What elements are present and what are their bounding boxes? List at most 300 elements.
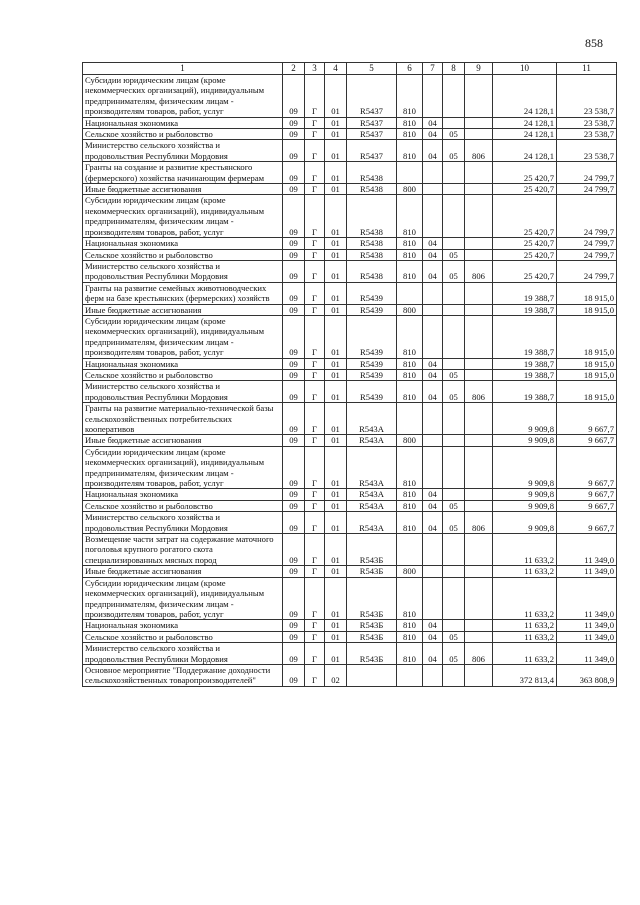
row-value-cell [465, 75, 493, 118]
row-value-cell: 9 909,8 [493, 435, 557, 446]
row-value-cell: 09 [283, 369, 305, 380]
row-value-cell: 05 [443, 129, 465, 140]
row-value-cell: 09 [283, 381, 305, 403]
row-name-cell: Министерство сельского хозяйства и продовольствия Республики Мордовия [83, 512, 283, 534]
row-value-cell [465, 500, 493, 511]
row-value-cell: 09 [283, 315, 305, 358]
row-value-cell: 01 [325, 358, 347, 369]
row-value-cell [465, 195, 493, 238]
row-value-cell: 01 [325, 446, 347, 489]
row-value-cell [443, 620, 465, 631]
row-value-cell: 09 [283, 249, 305, 260]
table-row [83, 403, 617, 435]
row-value-cell: 01 [325, 643, 347, 665]
header-cell: 4 [325, 63, 347, 75]
row-value-cell [423, 435, 443, 446]
row-value-cell: Г [305, 195, 325, 238]
row-value-cell: Г [305, 500, 325, 511]
row-name-cell: Гранты на создание и развитие крестьянского (фермерского) хозяйства начинающим фермерам [83, 162, 283, 184]
table-row [83, 162, 617, 184]
row-value-cell: 9 667,7 [557, 500, 617, 511]
row-value-cell: 23 538,7 [557, 140, 617, 162]
row-value-cell: Г [305, 129, 325, 140]
row-value-cell: 9 909,8 [493, 500, 557, 511]
row-value-cell [443, 534, 465, 566]
row-value-cell: 810 [397, 489, 423, 500]
row-value-cell: 810 [397, 381, 423, 403]
row-value-cell: 01 [325, 260, 347, 282]
row-value-cell: R5438 [347, 249, 397, 260]
row-value-cell [443, 75, 465, 118]
row-value-cell: Г [305, 260, 325, 282]
row-value-cell: 04 [423, 369, 443, 380]
row-value-cell: 23 538,7 [557, 75, 617, 118]
row-value-cell: 810 [397, 577, 423, 620]
row-value-cell: R5437 [347, 117, 397, 128]
row-value-cell: 810 [397, 117, 423, 128]
row-value-cell: 810 [397, 358, 423, 369]
row-value-cell: 09 [283, 129, 305, 140]
header-cell: 6 [397, 63, 423, 75]
row-value-cell: 11 633,2 [493, 577, 557, 620]
row-value-cell: 01 [325, 403, 347, 435]
row-value-cell: 04 [423, 249, 443, 260]
row-value-cell: R5437 [347, 75, 397, 118]
row-value-cell: 18 915,0 [557, 315, 617, 358]
table-row [83, 381, 617, 403]
row-value-cell: 372 813,4 [493, 664, 557, 686]
row-value-cell: 09 [283, 403, 305, 435]
row-value-cell [397, 162, 423, 184]
row-value-cell: 9 909,8 [493, 489, 557, 500]
row-value-cell [443, 664, 465, 686]
row-value-cell: 09 [283, 643, 305, 665]
row-value-cell: 01 [325, 195, 347, 238]
row-value-cell: 09 [283, 260, 305, 282]
row-value-cell: 04 [423, 512, 443, 534]
row-value-cell: 9 667,7 [557, 489, 617, 500]
row-value-cell [397, 403, 423, 435]
row-value-cell: 810 [397, 500, 423, 511]
row-value-cell [465, 162, 493, 184]
row-value-cell: 810 [397, 75, 423, 118]
row-value-cell [423, 304, 443, 315]
row-value-cell: 04 [423, 489, 443, 500]
row-value-cell: 806 [465, 260, 493, 282]
row-value-cell: 09 [283, 446, 305, 489]
row-value-cell: R5438 [347, 260, 397, 282]
row-value-cell [465, 282, 493, 304]
row-value-cell [423, 184, 443, 195]
row-value-cell: 810 [397, 620, 423, 631]
row-value-cell: 800 [397, 304, 423, 315]
row-value-cell: 19 388,7 [493, 358, 557, 369]
row-value-cell: 9 667,7 [557, 403, 617, 435]
row-value-cell: 09 [283, 282, 305, 304]
row-name-cell: Субсидии юридическим лицам (кроме некоммерческих организаций), индивидуальным предпринимателям, физическим лицам - производителям товаров, работ, услуг [83, 446, 283, 489]
row-name-cell: Сельское хозяйство и рыболовство [83, 500, 283, 511]
row-value-cell [465, 446, 493, 489]
row-value-cell: 01 [325, 381, 347, 403]
row-value-cell: R5439 [347, 381, 397, 403]
row-value-cell: 19 388,7 [493, 282, 557, 304]
row-value-cell [443, 238, 465, 249]
row-value-cell: Г [305, 249, 325, 260]
row-value-cell: 806 [465, 381, 493, 403]
row-value-cell [397, 534, 423, 566]
row-value-cell: 24 128,1 [493, 75, 557, 118]
row-name-cell: Сельское хозяйство и рыболовство [83, 129, 283, 140]
row-value-cell: 810 [397, 140, 423, 162]
table-row [83, 446, 617, 489]
header-cell: 3 [305, 63, 325, 75]
row-value-cell: 09 [283, 184, 305, 195]
row-value-cell: 810 [397, 643, 423, 665]
row-value-cell: 24 128,1 [493, 129, 557, 140]
header-cell: 1 [83, 63, 283, 75]
row-value-cell [397, 282, 423, 304]
row-value-cell: 11 349,0 [557, 643, 617, 665]
row-value-cell: 04 [423, 643, 443, 665]
table-row [83, 620, 617, 631]
row-value-cell: 11 633,2 [493, 620, 557, 631]
row-name-cell: Иные бюджетные ассигнования [83, 566, 283, 577]
header-cell: 11 [557, 63, 617, 75]
row-value-cell: R5439 [347, 369, 397, 380]
row-value-cell [465, 304, 493, 315]
row-value-cell [465, 489, 493, 500]
row-value-cell [465, 403, 493, 435]
table-body [83, 75, 617, 687]
header-cell: 7 [423, 63, 443, 75]
budget-table [82, 62, 617, 687]
row-value-cell: 18 915,0 [557, 358, 617, 369]
row-value-cell [423, 403, 443, 435]
row-value-cell: Г [305, 643, 325, 665]
row-name-cell: Субсидии юридическим лицам (кроме некоммерческих организаций), индивидуальным предпринимателям, физическим лицам - производителям товаров, работ, услуг [83, 577, 283, 620]
row-value-cell: R543А [347, 512, 397, 534]
row-value-cell [465, 577, 493, 620]
row-value-cell: 09 [283, 75, 305, 118]
row-value-cell: Г [305, 620, 325, 631]
row-value-cell: 806 [465, 643, 493, 665]
row-value-cell: 24 128,1 [493, 140, 557, 162]
row-value-cell: 11 349,0 [557, 631, 617, 642]
row-value-cell [465, 249, 493, 260]
row-value-cell: 09 [283, 304, 305, 315]
row-value-cell: 810 [397, 631, 423, 642]
row-name-cell: Субсидии юридическим лицам (кроме некоммерческих организаций), индивидуальным предпринимателям, физическим лицам - производителям товаров, работ, услуг [83, 315, 283, 358]
row-value-cell: 04 [423, 358, 443, 369]
row-value-cell: 05 [443, 140, 465, 162]
row-value-cell: R543А [347, 446, 397, 489]
table-row [83, 249, 617, 260]
row-value-cell: 9 909,8 [493, 446, 557, 489]
row-value-cell: 09 [283, 512, 305, 534]
row-value-cell [423, 282, 443, 304]
row-value-cell: 23 538,7 [557, 129, 617, 140]
row-value-cell: R5437 [347, 129, 397, 140]
row-value-cell: R5439 [347, 304, 397, 315]
row-value-cell: 05 [443, 500, 465, 511]
row-value-cell [443, 304, 465, 315]
row-value-cell: 01 [325, 184, 347, 195]
row-value-cell: Г [305, 566, 325, 577]
row-value-cell: R543Б [347, 534, 397, 566]
row-value-cell [465, 238, 493, 249]
row-name-cell: Иные бюджетные ассигнования [83, 304, 283, 315]
row-value-cell [443, 566, 465, 577]
row-value-cell: 25 420,7 [493, 195, 557, 238]
table-row [83, 117, 617, 128]
row-value-cell: 05 [443, 643, 465, 665]
row-value-cell: 11 349,0 [557, 620, 617, 631]
row-value-cell: Г [305, 75, 325, 118]
row-value-cell: 09 [283, 577, 305, 620]
row-value-cell: 09 [283, 195, 305, 238]
table-row [83, 500, 617, 511]
row-value-cell: 09 [283, 534, 305, 566]
table-row [83, 631, 617, 642]
row-value-cell [443, 282, 465, 304]
row-value-cell [465, 620, 493, 631]
row-value-cell: 11 349,0 [557, 566, 617, 577]
row-name-cell: Национальная экономика [83, 489, 283, 500]
row-value-cell: 01 [325, 249, 347, 260]
row-value-cell: 04 [423, 620, 443, 631]
row-value-cell [465, 534, 493, 566]
header-cell: 5 [347, 63, 397, 75]
row-value-cell: 24 799,7 [557, 260, 617, 282]
table-row [83, 238, 617, 249]
row-value-cell: 01 [325, 238, 347, 249]
row-value-cell: 24 799,7 [557, 162, 617, 184]
row-value-cell: Г [305, 162, 325, 184]
row-value-cell: 05 [443, 249, 465, 260]
row-name-cell: Возмещение части затрат на содержание маточного поголовья крупного рогатого скота специализированных мясных пород [83, 534, 283, 566]
row-value-cell: 25 420,7 [493, 184, 557, 195]
row-value-cell [423, 566, 443, 577]
row-value-cell: 09 [283, 566, 305, 577]
row-value-cell [423, 446, 443, 489]
row-value-cell: 806 [465, 512, 493, 534]
table-row [83, 566, 617, 577]
row-value-cell: R543Б [347, 631, 397, 642]
row-value-cell: 09 [283, 489, 305, 500]
row-value-cell: 363 808,9 [557, 664, 617, 686]
row-name-cell: Национальная экономика [83, 620, 283, 631]
row-value-cell: 9 909,8 [493, 512, 557, 534]
row-value-cell: 9 667,7 [557, 512, 617, 534]
row-value-cell: 05 [443, 631, 465, 642]
row-value-cell [423, 534, 443, 566]
row-value-cell: R5438 [347, 195, 397, 238]
row-value-cell: 810 [397, 238, 423, 249]
row-value-cell [465, 664, 493, 686]
row-value-cell: 24 799,7 [557, 184, 617, 195]
row-value-cell [443, 195, 465, 238]
row-value-cell: 09 [283, 162, 305, 184]
row-value-cell: 01 [325, 534, 347, 566]
row-value-cell: 01 [325, 117, 347, 128]
row-value-cell: 19 388,7 [493, 381, 557, 403]
row-name-cell: Иные бюджетные ассигнования [83, 184, 283, 195]
row-value-cell: Г [305, 446, 325, 489]
row-value-cell: 09 [283, 358, 305, 369]
page-number: 858 [585, 36, 603, 50]
row-value-cell: 24 799,7 [557, 238, 617, 249]
row-value-cell: R5438 [347, 184, 397, 195]
row-value-cell: 18 915,0 [557, 304, 617, 315]
row-value-cell: 24 128,1 [493, 117, 557, 128]
row-value-cell: 09 [283, 664, 305, 686]
row-value-cell: R543А [347, 500, 397, 511]
row-value-cell [423, 664, 443, 686]
row-value-cell: R5438 [347, 238, 397, 249]
row-value-cell: Г [305, 512, 325, 534]
row-value-cell: R543А [347, 489, 397, 500]
row-value-cell: 9 909,8 [493, 403, 557, 435]
row-value-cell: 01 [325, 631, 347, 642]
row-value-cell: Г [305, 664, 325, 686]
row-value-cell [443, 358, 465, 369]
row-value-cell: 09 [283, 238, 305, 249]
row-name-cell: Национальная экономика [83, 117, 283, 128]
row-value-cell: 04 [423, 631, 443, 642]
row-value-cell: R5438 [347, 162, 397, 184]
row-value-cell: R5439 [347, 282, 397, 304]
row-name-cell: Субсидии юридическим лицам (кроме некоммерческих организаций), индивидуальным предпринимателям, физическим лицам - производителям товаров, работ, услуг [83, 195, 283, 238]
row-value-cell: R5437 [347, 140, 397, 162]
row-value-cell [465, 369, 493, 380]
row-value-cell [465, 315, 493, 358]
row-name-cell: Гранты на развитие семейных животноводческих ферм на базе крестьянских (фермерских) хозяйств [83, 282, 283, 304]
row-value-cell: 09 [283, 620, 305, 631]
row-value-cell: 09 [283, 140, 305, 162]
row-value-cell: 04 [423, 381, 443, 403]
row-value-cell: R543Б [347, 577, 397, 620]
row-value-cell: 01 [325, 620, 347, 631]
row-value-cell [443, 315, 465, 358]
table-row [83, 260, 617, 282]
row-name-cell: Гранты на развитие материально-технической базы сельскохозяйственных потребительских кооперативов [83, 403, 283, 435]
header-cell: 8 [443, 63, 465, 75]
row-value-cell: 05 [443, 512, 465, 534]
row-value-cell [465, 435, 493, 446]
row-value-cell: 11 349,0 [557, 577, 617, 620]
row-value-cell: 18 915,0 [557, 282, 617, 304]
row-name-cell: Сельское хозяйство и рыболовство [83, 631, 283, 642]
row-value-cell: 09 [283, 435, 305, 446]
table-row [83, 315, 617, 358]
row-value-cell: 18 915,0 [557, 369, 617, 380]
table-row [83, 184, 617, 195]
row-value-cell [423, 162, 443, 184]
row-value-cell: 11 633,2 [493, 643, 557, 665]
row-value-cell: 01 [325, 512, 347, 534]
row-value-cell [423, 315, 443, 358]
row-value-cell: Г [305, 184, 325, 195]
row-value-cell: 04 [423, 238, 443, 249]
row-value-cell [443, 184, 465, 195]
row-value-cell: Г [305, 140, 325, 162]
row-name-cell: Министерство сельского хозяйства и продовольствия Республики Мордовия [83, 643, 283, 665]
header-row [83, 63, 617, 75]
table-row [83, 140, 617, 162]
row-value-cell: 01 [325, 140, 347, 162]
row-value-cell [347, 664, 397, 686]
row-value-cell: R543Б [347, 643, 397, 665]
row-value-cell: 810 [397, 369, 423, 380]
row-value-cell: 25 420,7 [493, 238, 557, 249]
row-value-cell: Г [305, 304, 325, 315]
table-row [83, 358, 617, 369]
row-value-cell: 05 [443, 381, 465, 403]
table-row [83, 304, 617, 315]
row-value-cell: Г [305, 358, 325, 369]
row-value-cell: 25 420,7 [493, 249, 557, 260]
row-value-cell: 810 [397, 129, 423, 140]
row-value-cell: Г [305, 534, 325, 566]
table-row [83, 195, 617, 238]
row-value-cell: R543Б [347, 566, 397, 577]
row-value-cell [397, 664, 423, 686]
table-row [83, 75, 617, 118]
row-value-cell: 19 388,7 [493, 304, 557, 315]
row-value-cell: 09 [283, 117, 305, 128]
row-value-cell: 25 420,7 [493, 260, 557, 282]
row-value-cell: Г [305, 315, 325, 358]
header-cell: 2 [283, 63, 305, 75]
header-cell: 9 [465, 63, 493, 75]
row-value-cell: 04 [423, 129, 443, 140]
row-value-cell: Г [305, 381, 325, 403]
row-value-cell: 01 [325, 75, 347, 118]
table-row [83, 534, 617, 566]
row-value-cell: R543А [347, 403, 397, 435]
row-value-cell: 01 [325, 129, 347, 140]
row-value-cell: 810 [397, 260, 423, 282]
table-row [83, 489, 617, 500]
row-value-cell: 05 [443, 369, 465, 380]
row-value-cell [443, 162, 465, 184]
row-value-cell [443, 403, 465, 435]
row-value-cell: 09 [283, 500, 305, 511]
row-name-cell: Иные бюджетные ассигнования [83, 435, 283, 446]
row-value-cell [465, 184, 493, 195]
row-name-cell: Национальная экономика [83, 238, 283, 249]
table-row [83, 435, 617, 446]
row-value-cell: 18 915,0 [557, 381, 617, 403]
row-value-cell: 05 [443, 260, 465, 282]
row-value-cell: 01 [325, 577, 347, 620]
table-row [83, 664, 617, 686]
row-name-cell: Основное мероприятие "Поддержание доходности сельскохозяйственных товаропроизводителей" [83, 664, 283, 686]
row-value-cell: Г [305, 369, 325, 380]
row-value-cell [423, 75, 443, 118]
table-row [83, 512, 617, 534]
table-row [83, 129, 617, 140]
table-row [83, 577, 617, 620]
row-value-cell: 810 [397, 195, 423, 238]
row-value-cell: 9 667,7 [557, 446, 617, 489]
row-value-cell: 01 [325, 435, 347, 446]
row-name-cell: Министерство сельского хозяйства и продовольствия Республики Мордовия [83, 381, 283, 403]
row-value-cell: 800 [397, 566, 423, 577]
row-value-cell: 04 [423, 117, 443, 128]
row-value-cell: 810 [397, 249, 423, 260]
row-value-cell: Г [305, 631, 325, 642]
